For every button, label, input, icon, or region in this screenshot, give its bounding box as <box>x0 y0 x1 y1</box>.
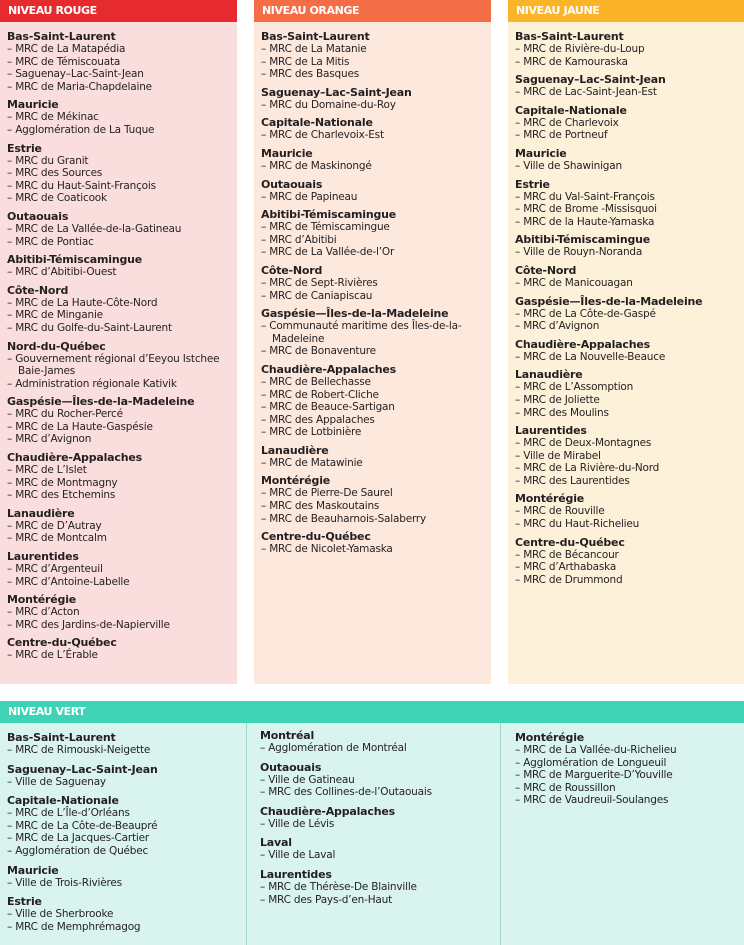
niveau-rouge-column <box>0 0 237 684</box>
list-item: – MRC de Thérèse-De Blainville <box>260 881 500 894</box>
region-heading: Bas-Saint-Laurent <box>515 30 624 43</box>
list-item: – MRC de Beauce-Sartigan <box>261 401 491 414</box>
region-item-list <box>515 43 744 68</box>
list-item: – MRC de Charlevoix-Est <box>261 129 491 142</box>
list-item: – MRC du Val-Saint-François <box>515 191 744 204</box>
niveau-orange-list <box>254 22 491 556</box>
list-item: – MRC de Manicouagan <box>515 277 744 290</box>
region-item-list <box>7 908 246 933</box>
region-item-list <box>7 297 237 335</box>
region-item-list <box>7 807 246 857</box>
list-item: – MRC d’Avignon <box>515 320 744 333</box>
list-item: – MRC des Appalaches <box>261 414 491 427</box>
region-item-list <box>261 376 491 439</box>
region-heading: Mauricie <box>7 98 59 112</box>
list-item: – MRC de La Côte-de-Gaspé <box>515 308 744 321</box>
list-item: – MRC de Nicolet-Yamaska <box>261 543 491 556</box>
region-heading: Capitale-Nationale <box>7 794 119 808</box>
list-item: – MRC des Basques <box>261 68 491 81</box>
region-heading: Bas-Saint-Laurent <box>7 731 116 744</box>
region-heading: Estrie <box>7 895 42 909</box>
region-item-list <box>261 191 491 204</box>
region-heading: Gaspésie—Îles-de-la-Madeleine <box>7 395 195 409</box>
region-heading: Lanaudière <box>7 506 75 520</box>
list-item: – MRC de Coaticook <box>7 192 237 205</box>
list-item: – MRC de Portneuf <box>515 129 744 142</box>
list-item: – MRC des Etchemins <box>7 489 237 502</box>
region-item-list <box>261 160 491 173</box>
list-item: – MRC de Témiscouata <box>7 56 237 69</box>
region-item-list <box>515 381 744 419</box>
region-heading: Outaouais <box>260 760 322 774</box>
region-heading: Laval <box>260 836 292 850</box>
region-heading: Bas-Saint-Laurent <box>261 30 370 43</box>
list-item: – MRC des Collines-de-l’Outaouais <box>260 786 500 799</box>
region-heading: Centre-du-Québec <box>261 530 371 544</box>
list-item: – Agglomération de La Tuque <box>7 124 237 137</box>
list-item: – MRC des Moulins <box>515 407 744 420</box>
region-heading: Outaouais <box>7 209 69 223</box>
region-item-list <box>7 223 237 248</box>
region-heading: Estrie <box>515 177 550 191</box>
list-item: – Ville de Saguenay <box>7 776 246 789</box>
list-item: – MRC de Joliette <box>515 394 744 407</box>
region-item-list <box>7 563 237 588</box>
region-item-list <box>7 155 237 205</box>
niveau-rouge-header: NIVEAU ROUGE <box>0 0 237 22</box>
region-item-list <box>7 744 246 757</box>
region-item-list <box>515 549 744 587</box>
list-item: – MRC de Papineau <box>261 191 491 204</box>
region-item-list <box>261 320 491 358</box>
region-heading: Côte-Nord <box>515 263 577 277</box>
region-item-list <box>260 774 500 799</box>
list-item: – Agglomération de Montréal <box>260 742 500 755</box>
list-item: – MRC du Golfe-du-Saint-Laurent <box>7 322 237 335</box>
list-item: – Gouvernement régional d’Eeyou Istchee Baie-James <box>7 353 237 378</box>
list-item: – MRC de Maskinongé <box>261 160 491 173</box>
region-item-list <box>7 353 237 391</box>
list-item: – Ville de Shawinigan <box>515 160 744 173</box>
region-item-list <box>7 43 237 93</box>
list-item: – MRC de la Haute-Yamaska <box>515 216 744 229</box>
list-item: – MRC d’Argenteuil <box>7 563 237 576</box>
niveau-orange-header: NIVEAU ORANGE <box>254 0 491 22</box>
region-item-list <box>7 776 246 789</box>
region-item-list <box>260 881 500 906</box>
list-item: – MRC des Sources <box>7 167 237 180</box>
list-item: – Saguenay–Lac-Saint-Jean <box>7 68 237 81</box>
list-item: – MRC de Maria-Chapdelaine <box>7 81 237 94</box>
list-item: – MRC de La Rivière-du-Nord <box>515 462 744 475</box>
region-item-list <box>261 129 491 142</box>
region-heading: Montérégie <box>261 474 331 488</box>
list-item: – MRC de Brome -Missisquoi <box>515 203 744 216</box>
region-item-list <box>515 437 744 487</box>
region-item-list <box>515 351 744 364</box>
list-item: – MRC de La Vallée-de-la-Gatineau <box>7 223 237 236</box>
list-item: – Communauté maritime des Îles-de-la-Madeleine <box>261 320 491 345</box>
region-heading: Saguenay–Lac-Saint-Jean <box>261 85 412 99</box>
region-item-list <box>7 520 237 545</box>
niveau-vert-section <box>0 701 744 945</box>
list-item: – Ville de Laval <box>260 849 500 862</box>
region-heading: Chaudière-Appalaches <box>260 804 395 818</box>
region-item-list <box>515 744 744 807</box>
list-item: – MRC de Memphrémagog <box>7 921 246 934</box>
region-item-list <box>261 277 491 302</box>
region-heading: Saguenay–Lac-Saint-Jean <box>7 762 158 776</box>
region-heading: Gaspésie—Îles-de-la-Madeleine <box>515 294 703 308</box>
list-item: – MRC de Rouville <box>515 505 744 518</box>
region-heading: Capitale-Nationale <box>261 116 373 130</box>
region-heading: Abitibi-Témiscamingue <box>515 233 651 247</box>
list-item: – MRC du Granit <box>7 155 237 168</box>
region-item-list <box>515 277 744 290</box>
list-item: – MRC de Charlevoix <box>515 117 744 130</box>
region-heading: Côte-Nord <box>7 283 69 297</box>
list-item: – MRC d’Acton <box>7 606 237 619</box>
region-item-list <box>260 849 500 862</box>
list-item: – MRC du Rocher-Percé <box>7 408 237 421</box>
region-item-list <box>7 266 237 279</box>
region-heading: Centre-du-Québec <box>7 636 117 650</box>
region-item-list <box>7 111 237 136</box>
list-item: – MRC de Pontiac <box>7 236 237 249</box>
list-item: – MRC de La Matapédia <box>7 43 237 56</box>
list-item: – MRC de Marguerite-D’Youville <box>515 769 744 782</box>
list-item: – MRC de Montcalm <box>7 532 237 545</box>
region-item-list <box>260 818 500 831</box>
list-item: – MRC de Deux-Montagnes <box>515 437 744 450</box>
region-heading: Montérégie <box>515 731 585 744</box>
region-heading: Mauricie <box>261 146 313 160</box>
list-item: – MRC de Roussillon <box>515 782 744 795</box>
list-item: – MRC de D’Autray <box>7 520 237 533</box>
list-item: – MRC de Mékinac <box>7 111 237 124</box>
region-heading: Laurentides <box>515 424 587 438</box>
list-item: – MRC de La Côte-de-Beaupré <box>7 820 246 833</box>
list-item: – MRC de La Vallée-de-l’Or <box>261 246 491 259</box>
list-item: – MRC de Vaudreuil-Soulanges <box>515 794 744 807</box>
region-item-list <box>261 99 491 112</box>
list-item: – MRC de Lac-Saint-Jean-Est <box>515 86 744 99</box>
list-item: – MRC de Bellechasse <box>261 376 491 389</box>
list-item: – MRC du Domaine-du-Roy <box>261 99 491 112</box>
region-heading: Chaudière-Appalaches <box>515 337 650 351</box>
list-item: – MRC de L’Érable <box>7 649 237 662</box>
list-item: – MRC des Laurentides <box>515 475 744 488</box>
list-item: – MRC d’Abitibi <box>261 234 491 247</box>
list-item: – MRC de Matawinie <box>261 457 491 470</box>
region-item-list <box>260 742 500 755</box>
region-heading: Saguenay–Lac-Saint-Jean <box>515 73 666 87</box>
region-item-list <box>261 487 491 525</box>
region-item-list <box>261 457 491 470</box>
region-heading: Lanaudière <box>515 368 583 382</box>
list-item: – MRC de Bonaventure <box>261 345 491 358</box>
list-item: – MRC de Témiscamingue <box>261 221 491 234</box>
region-heading: Mauricie <box>515 146 567 160</box>
niveau-jaune-list <box>508 22 744 586</box>
region-heading: Mauricie <box>7 863 59 877</box>
region-item-list <box>7 649 237 662</box>
region-heading: Montérégie <box>515 492 585 506</box>
region-item-list <box>515 308 744 333</box>
list-item: – MRC d’Avignon <box>7 433 237 446</box>
list-item: – MRC de Drummond <box>515 574 744 587</box>
region-item-list <box>515 160 744 173</box>
list-item: – Ville de Mirabel <box>515 450 744 463</box>
list-item: – MRC de L’Islet <box>7 464 237 477</box>
niveau-orange-column <box>254 0 491 684</box>
region-item-list <box>515 117 744 142</box>
region-item-list <box>7 408 237 446</box>
list-item: – Agglomération de Longueuil <box>515 757 744 770</box>
list-item: – MRC de L’Assomption <box>515 381 744 394</box>
region-item-list <box>515 191 744 229</box>
region-item-list <box>515 86 744 99</box>
list-item: – MRC de La Matanie <box>261 43 491 56</box>
niveau-rouge-list <box>0 22 237 662</box>
region-heading: Montérégie <box>7 593 77 607</box>
region-item-list <box>7 877 246 890</box>
list-item: – MRC du Haut-Saint-François <box>7 180 237 193</box>
niveau-jaune-column <box>508 0 744 684</box>
list-item: – MRC des Jardins-de-Napierville <box>7 619 237 632</box>
region-heading: Chaudière-Appalaches <box>261 362 396 376</box>
region-heading: Laurentides <box>260 867 332 881</box>
region-item-list <box>515 505 744 530</box>
niveau-vert-list-2 <box>246 723 500 945</box>
region-heading: Côte-Nord <box>261 263 323 277</box>
list-item: – MRC de Lotbinière <box>261 426 491 439</box>
list-item: – MRC de La Jacques-Cartier <box>7 832 246 845</box>
region-item-list <box>7 464 237 502</box>
list-item: – MRC de Minganie <box>7 309 237 322</box>
list-item: – MRC des Maskoutains <box>261 500 491 513</box>
list-item: – Administration régionale Kativik <box>7 378 237 391</box>
list-item: – MRC de L’Île-d’Orléans <box>7 807 246 820</box>
list-item: – MRC d’Arthabaska <box>515 561 744 574</box>
list-item: – Ville de Sherbrooke <box>7 908 246 921</box>
region-heading: Chaudière-Appalaches <box>7 451 142 465</box>
region-item-list <box>261 43 491 81</box>
region-heading: Montréal <box>260 729 315 742</box>
list-item: – MRC de Caniapiscau <box>261 290 491 303</box>
region-heading: Centre-du-Québec <box>515 535 625 549</box>
list-item: – MRC de La Nouvelle-Beauce <box>515 351 744 364</box>
region-heading: Gaspésie—Îles-de-la-Madeleine <box>261 307 449 321</box>
region-heading: Capitale-Nationale <box>515 103 627 117</box>
region-heading: Laurentides <box>7 550 79 564</box>
niveau-vert-header: NIVEAU VERT <box>0 701 744 723</box>
list-item: – MRC de La Vallée-du-Richelieu <box>515 744 744 757</box>
list-item: – MRC de La Haute-Gaspésie <box>7 421 237 434</box>
region-item-list <box>261 221 491 259</box>
list-item: – Ville de Trois-Rivières <box>7 877 246 890</box>
region-heading: Bas-Saint-Laurent <box>7 30 116 43</box>
list-item: – MRC des Pays-d’en-Haut <box>260 894 500 907</box>
list-item: – MRC de Pierre-De Saurel <box>261 487 491 500</box>
region-item-list <box>7 606 237 631</box>
list-item: – MRC de Montmagny <box>7 477 237 490</box>
region-item-list <box>261 543 491 556</box>
list-item: – Ville de Rouyn-Noranda <box>515 246 744 259</box>
region-heading: Estrie <box>7 141 42 155</box>
list-item: – MRC de Bécancour <box>515 549 744 562</box>
list-item: – MRC de Beauharnois-Salaberry <box>261 513 491 526</box>
region-heading: Abitibi-Témiscamingue <box>261 208 397 222</box>
list-item: – MRC de Sept-Rivières <box>261 277 491 290</box>
list-item: – Agglomération de Québec <box>7 845 246 858</box>
region-heading: Nord-du-Québec <box>7 339 106 353</box>
list-item: – MRC de Rivière-du-Loup <box>515 43 744 56</box>
list-item: – MRC du Haut-Richelieu <box>515 518 744 531</box>
niveau-jaune-header: NIVEAU JAUNE <box>508 0 744 22</box>
region-heading: Abitibi-Témiscamingue <box>7 253 143 267</box>
list-item: – Ville de Gatineau <box>260 774 500 787</box>
list-item: – MRC d’Abitibi-Ouest <box>7 266 237 279</box>
list-item: – MRC de Rimouski-Neigette <box>7 744 246 757</box>
list-item: – MRC d’Antoine-Labelle <box>7 576 237 589</box>
region-heading: Outaouais <box>261 177 323 191</box>
list-item: – MRC de Robert-Cliche <box>261 389 491 402</box>
region-heading: Lanaudière <box>261 443 329 457</box>
list-item: – MRC de La Mitis <box>261 56 491 69</box>
region-item-list <box>515 246 744 259</box>
list-item: – MRC de La Haute-Côte-Nord <box>7 297 237 310</box>
list-item: – MRC de Kamouraska <box>515 56 744 69</box>
list-item: – Ville de Lévis <box>260 818 500 831</box>
niveau-vert-list-1 <box>0 723 246 945</box>
niveau-vert-list-3 <box>500 723 744 945</box>
